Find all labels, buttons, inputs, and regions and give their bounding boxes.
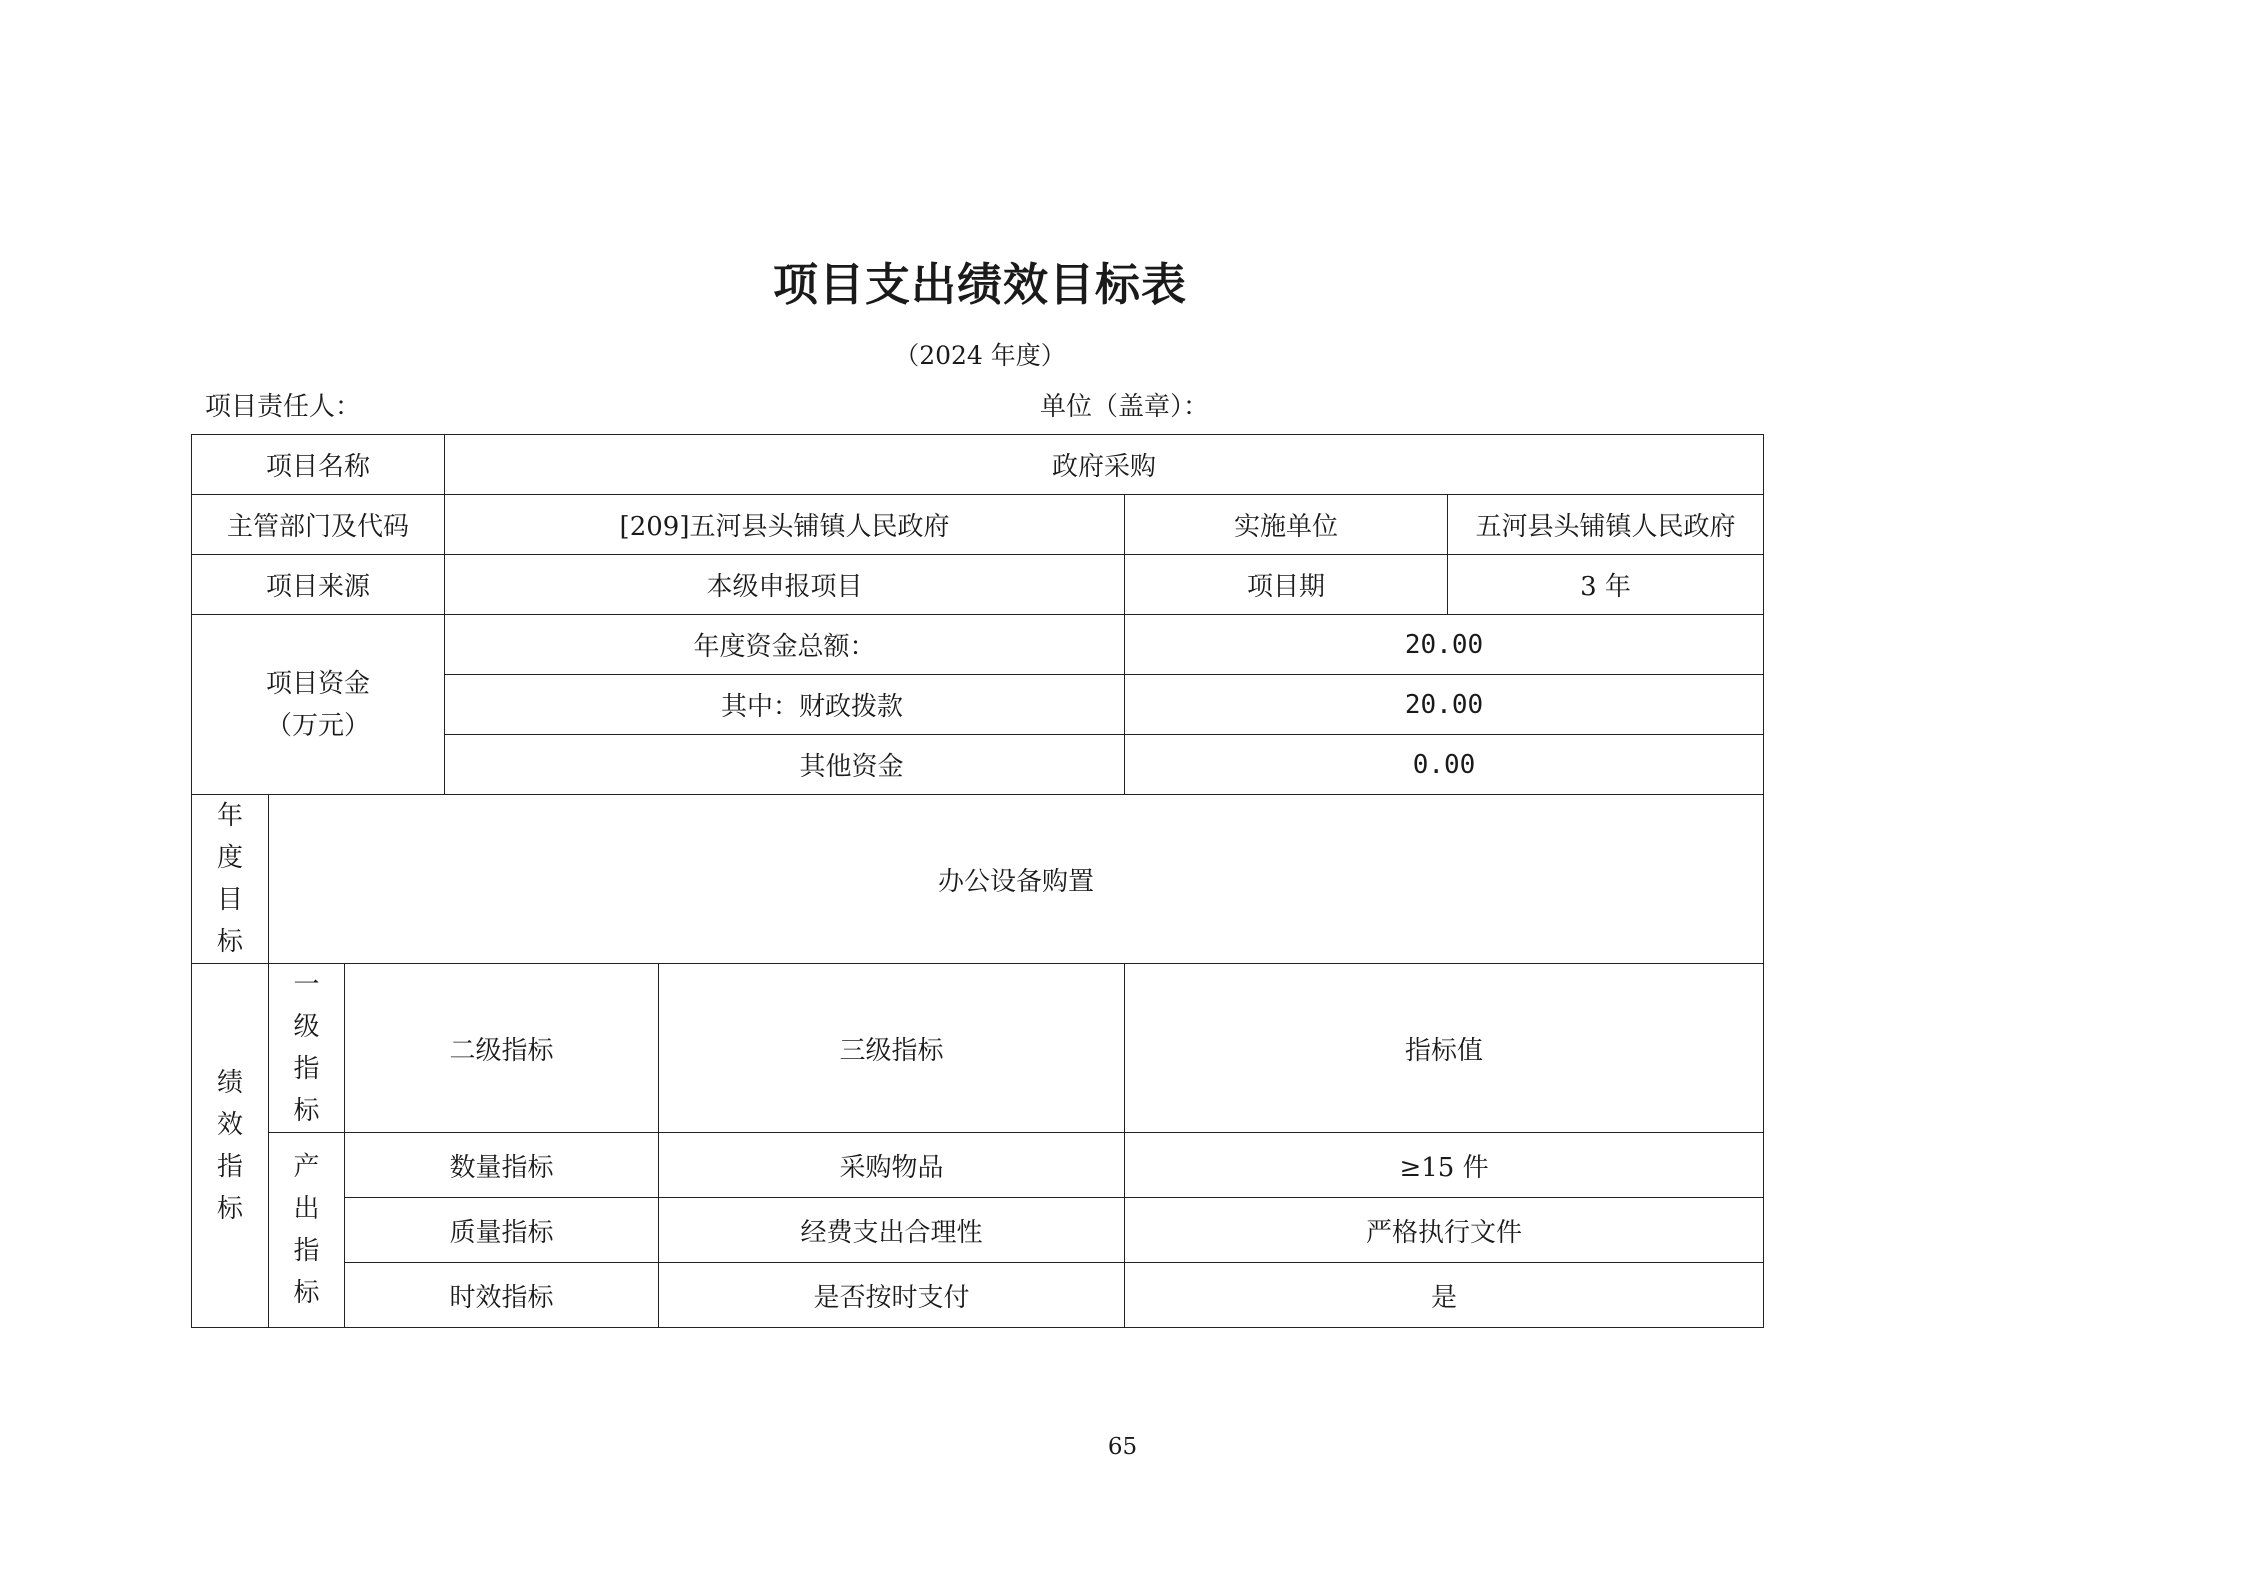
page-subtitle: （2024 年度） [894, 341, 1066, 370]
other-value: 0.00 [1125, 735, 1764, 795]
row-level3: 经费支出合理性 [659, 1198, 1125, 1263]
impl-unit-value: 五河县头铺镇人民政府 [1448, 495, 1764, 555]
dept-label: 主管部门及代码 [192, 495, 445, 555]
level2-header: 二级指标 [345, 964, 659, 1133]
project-name-label: 项目名称 [192, 435, 445, 495]
table-row [192, 555, 1764, 615]
table-row [192, 615, 1764, 675]
annual-total-label: 年度资金总额： [445, 615, 1125, 675]
row-level2: 数量指标 [345, 1133, 659, 1198]
output-label-text: 产出指标 [293, 1152, 320, 1308]
row-value: 严格执行文件 [1125, 1198, 1764, 1263]
row-value: ≥15 件 [1125, 1133, 1764, 1198]
page-title: 项目支出绩效目标表 [772, 258, 1187, 311]
impl-unit-label: 实施单位 [1125, 495, 1448, 555]
output-label [269, 1133, 345, 1328]
table-row [192, 435, 1764, 495]
fiscal-label: 其中：财政拨款 [445, 675, 1125, 735]
source-value: 本级申报项目 [445, 555, 1125, 615]
other-label: 其他资金 [445, 735, 1125, 795]
table-row [192, 1198, 1764, 1263]
table-row [192, 495, 1764, 555]
funds-label-line1: 项目资金 [266, 668, 371, 699]
table-row [192, 964, 1764, 1133]
annual-goal-label [192, 795, 269, 964]
unit-label: 单位（盖章）： [1040, 392, 1210, 422]
perf-label-text: 绩效指标 [216, 1067, 243, 1224]
level1-header [269, 964, 345, 1133]
fiscal-value: 20.00 [1125, 675, 1764, 735]
period-label: 项目期 [1125, 555, 1448, 615]
source-label: 项目来源 [192, 555, 445, 615]
row-value: 是 [1125, 1263, 1764, 1328]
annual-goal-value: 办公设备购置 [269, 795, 1764, 964]
funds-label-line2: （万元） [266, 710, 371, 741]
perf-label [192, 964, 269, 1328]
level3-header: 三级指标 [659, 964, 1125, 1133]
annual-goal-label-text: 年度目标 [216, 801, 243, 957]
table-row [192, 795, 1764, 964]
annual-total-value: 20.00 [1125, 615, 1764, 675]
funds-label [192, 615, 445, 795]
level1-header-text: 一级指标 [293, 970, 320, 1126]
table-row [192, 1263, 1764, 1328]
value-header: 指标值 [1125, 964, 1764, 1133]
row-level3: 采购物品 [659, 1133, 1125, 1198]
row-level3: 是否按时支付 [659, 1263, 1125, 1328]
row-level2: 时效指标 [345, 1263, 659, 1328]
period-value: 3 年 [1448, 555, 1764, 615]
project-name-value: 政府采购 [445, 435, 1764, 495]
row-level2: 质量指标 [345, 1198, 659, 1263]
performance-table [191, 434, 1764, 1328]
page-number: 65 [1107, 1434, 1138, 1460]
table-row [192, 1133, 1764, 1198]
dept-value: [209]五河县头铺镇人民政府 [445, 495, 1125, 555]
responsible-label: 项目责任人： [205, 392, 362, 422]
